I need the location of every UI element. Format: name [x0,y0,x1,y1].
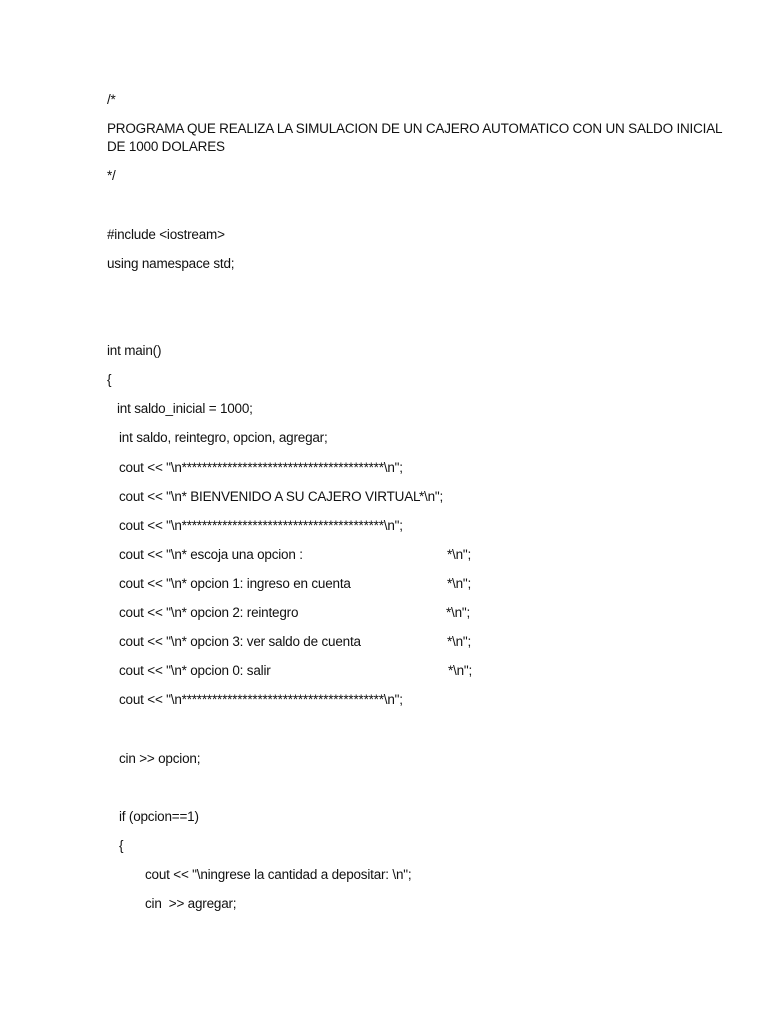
comment-title-line-2: DE 1000 DOLARES [107,139,225,154]
code-line-cout-border-1: cout << "\n****************************************\n"; [119,460,403,475]
code-line-cout-option-1: cout << "\n* opcion 1: ingreso en cuenta [119,576,351,591]
code-line-cout-option-3-end: *\n"; [447,634,472,649]
code-line-main: int main() [107,343,162,358]
code-line-cout-choose: cout << "\n* escoja una opcion : [119,547,303,562]
code-line-cout-option-1-end: *\n"; [447,576,472,591]
code-line-declarations: int saldo, reintegro, opcion, agregar; [119,430,328,445]
comment-title-line-1: PROGRAMA QUE REALIZA LA SIMULACION DE UN CAJERO AUTOMATICO CON UN SALDO INICIAL [107,121,723,136]
comment-open: /* [107,92,116,107]
code-line-cout-welcome: cout << "\n* BIENVENIDO A SU CAJERO VIRTUAL [119,489,421,504]
code-line-cout-option-0-end: *\n"; [448,663,473,678]
code-line-cin-agregar: cin >> agregar; [145,896,237,911]
code-line-include: #include <iostream> [107,227,225,242]
code-line-if-open-brace: { [119,838,124,853]
code-line-cout-option-0: cout << "\n* opcion 0: salir [119,663,271,678]
code-line-cout-option-2: cout << "\n* opcion 2: reintegro [119,605,299,620]
code-line-cout-choose-end: *\n"; [447,547,472,562]
code-line-cout-option-2-end: *\n"; [446,605,471,620]
code-line-cout-border-3: cout << "\n****************************************\n"; [119,692,403,707]
code-line-open-brace: { [107,372,112,387]
code-line-cin-opcion: cin >> opcion; [119,751,201,766]
code-line-saldo-inicial: int saldo_inicial = 1000; [117,401,253,416]
code-line-if-opcion-1: if (opcion==1) [119,809,199,824]
code-line-cout-option-3: cout << "\n* opcion 3: ver saldo de cuenta [119,634,361,649]
comment-close: */ [107,168,116,183]
code-line-namespace: using namespace std; [107,256,235,271]
code-line-cout-welcome-end: *\n"; [419,489,444,504]
code-line-cout-deposit: cout << "\ningrese la cantidad a depositar: \n"; [145,867,412,882]
code-line-cout-border-2: cout << "\n****************************************\n"; [119,518,403,533]
